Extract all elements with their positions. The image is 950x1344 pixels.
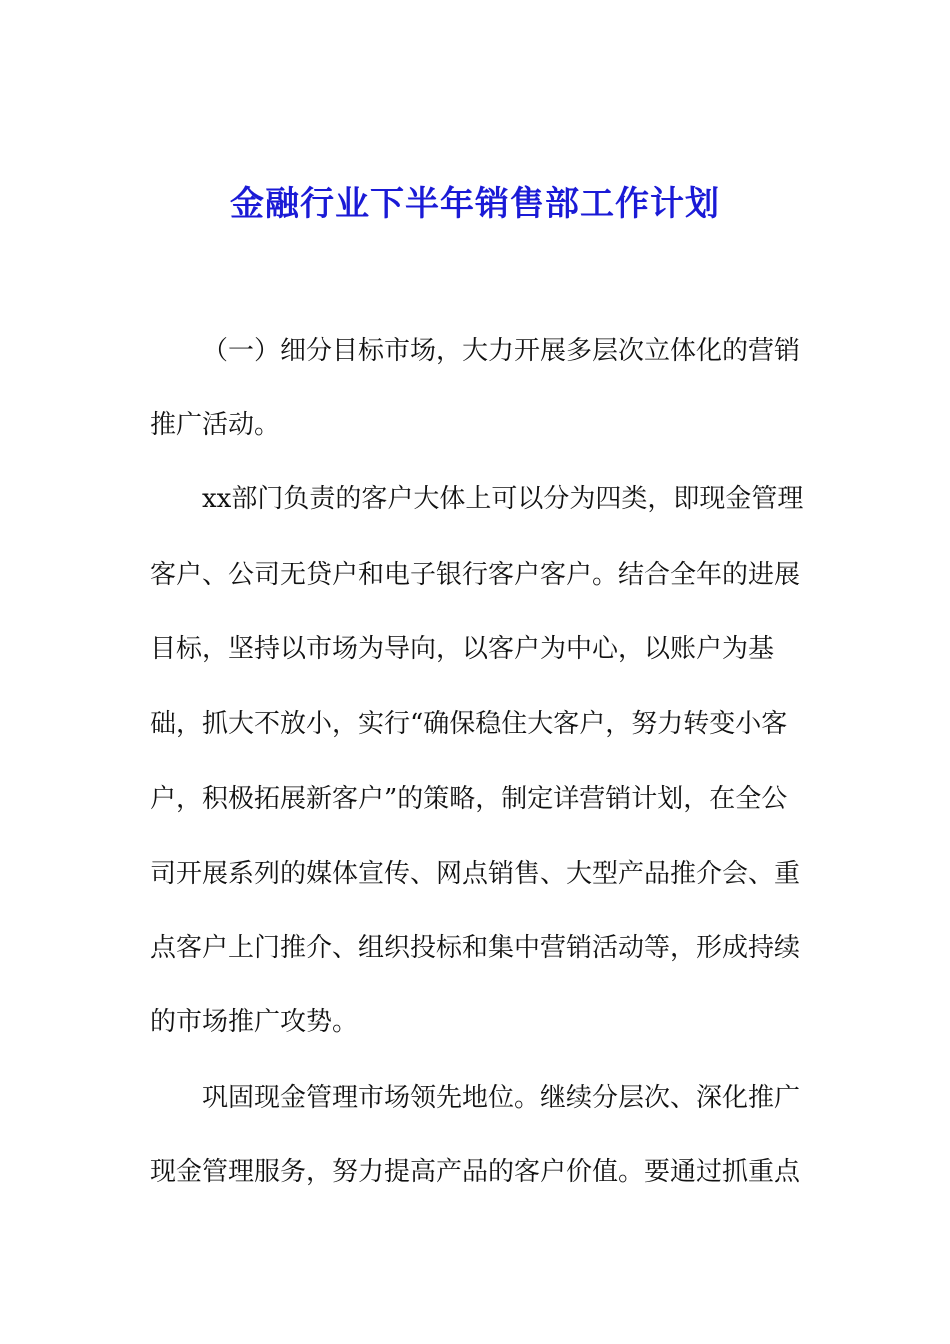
- paragraph-1-line-1: （一）细分目标市场，大力开展多层次立体化的营销: [202, 336, 801, 366]
- paragraph-2-line-5: 户，积极拓展新客户”的策略，制定详营销计划，在全公: [150, 784, 788, 814]
- paragraph-2-line-4: 础，抓大不放小，实行“确保稳住大客户，努力转变小客: [150, 709, 788, 739]
- paragraph-2-line-6: 司开展系列的媒体宣传、网点销售、大型产品推介会、重: [150, 859, 801, 889]
- paragraph-2-line-8: 的市场推广攻势。: [150, 1007, 359, 1037]
- paragraph-2-line-3: 目标，坚持以市场为导向，以客户为中心，以账户为基: [150, 634, 775, 664]
- paragraph-3-line-2: 现金管理服务，努力提高产品的客户价值。要通过抓重点: [150, 1157, 801, 1187]
- document-title: 金融行业下半年销售部工作计划: [230, 184, 720, 224]
- paragraph-1-line-2: 推广活动。: [150, 410, 281, 440]
- paragraph-2-line-2: 客户、公司无贷户和电子银行客户客户。结合全年的进展: [150, 560, 801, 590]
- paragraph-3-line-1: 巩固现金管理市场领先地位。继续分层次、深化推广: [202, 1083, 801, 1113]
- paragraph-2-line-1: xx部门负责的客户大体上可以分为四类，即现金管理: [202, 484, 804, 514]
- paragraph-2-line-7: 点客户上门推介、组织投标和集中营销活动等，形成持续: [150, 933, 801, 963]
